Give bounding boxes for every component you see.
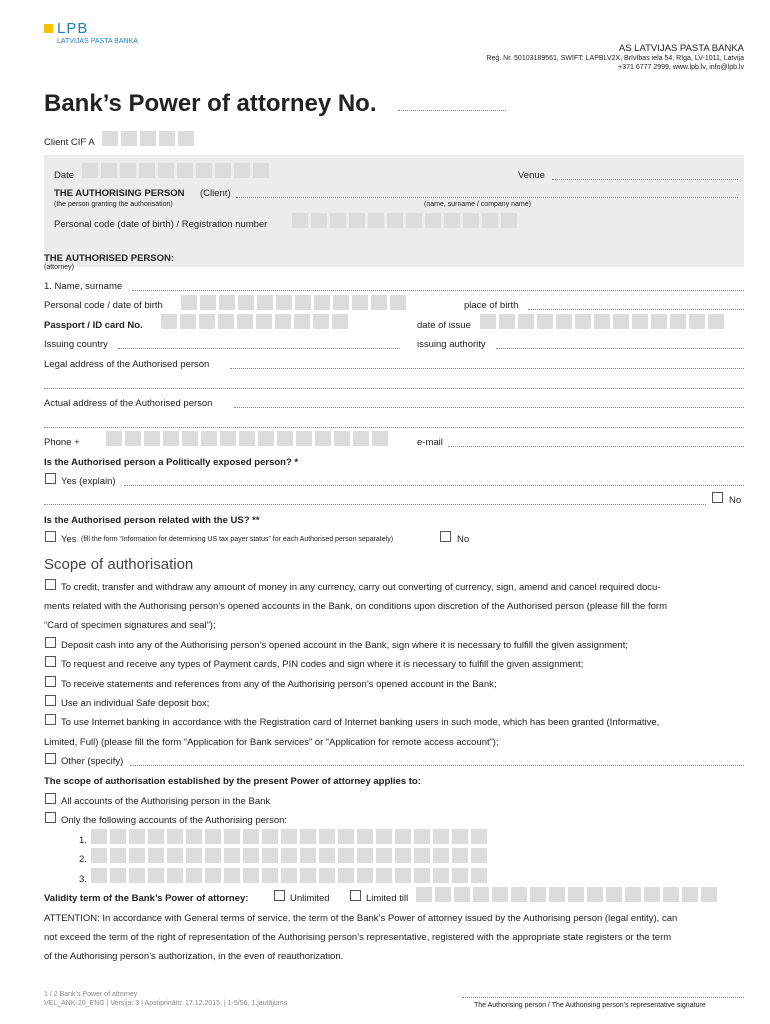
pep-yes-label: Yes (explain) (61, 476, 116, 487)
actual-address-field[interactable] (234, 407, 744, 408)
pep-explain-field[interactable] (124, 485, 744, 486)
date-input[interactable] (82, 163, 272, 178)
logo-square-icon (44, 24, 53, 33)
signature-label: The Authorising person / The Authorising person’s representative signature (474, 1002, 706, 1009)
us-question: Is the Authorised person related with the US? ** (44, 515, 260, 526)
attention-line-1: ATTENTION: In accordance with General terms of service, the term of the Bank’s Power of attorney issued by the Authorising person (legal entity), can (44, 913, 678, 924)
bank-contacts: +371 6777 2999, www.lpb.lv, info@lpb.lv (618, 64, 744, 71)
legal-address-label: Legal address of the Authorised person (44, 359, 210, 370)
attorney-number-field[interactable] (398, 110, 506, 111)
scope-item-3: To request and receive any types of Payment cards, PIN codes and sign where it is necessary to fulfill the given assignment; (61, 659, 584, 670)
registration-number-input[interactable] (292, 213, 520, 228)
us-no-label: No (457, 534, 470, 545)
account-2-label: 2. (79, 854, 87, 865)
scope-item-1b: ments related with the Authorising person’s opened accounts in the Bank, on conditions upon discretion of the Authorised person (please fill the form (44, 601, 667, 612)
authorised-heading: THE AUTHORISED PERSON: (44, 253, 175, 264)
name-hint: (name, surname / company name) (424, 201, 531, 208)
date-of-issue-input[interactable] (480, 314, 727, 329)
us-note: (fill the form “Information for determining US tax payer status” for each Authorised person separately) (81, 536, 394, 543)
scope-item-7: Other (specify) (61, 756, 124, 767)
scope-heading: Scope of authorisation (44, 556, 194, 573)
account-1-input[interactable] (91, 829, 490, 844)
us-yes-checkbox[interactable] (45, 531, 56, 542)
other-specify-field[interactable] (130, 765, 744, 766)
legal-address-field[interactable] (230, 368, 744, 369)
scope-deposit-checkbox[interactable] (45, 637, 56, 648)
account-1-label: 1. (79, 835, 87, 846)
applies-heading: The scope of authorisation established by the present Power of attorney applies to: (44, 776, 421, 787)
issuing-country-label: Issuing country (44, 339, 108, 350)
validity-label: Validity term of the Bank’s Power of attorney: (44, 893, 249, 904)
email-label: e-mail (417, 437, 443, 448)
limited-checkbox[interactable] (350, 890, 361, 901)
scope-item-2: Deposit cash into any of the Authorising person’s opened account in the Bank, sign where it is necessary to fulfill the given assignment; (61, 640, 628, 651)
client-cif-label: Client CIF A (44, 137, 95, 148)
all-accounts-label: All accounts of the Authorising person in the Bank (61, 796, 271, 807)
limited-label: Limited till (366, 893, 409, 904)
bank-name: AS LATVIJAS PASTA BANKA (618, 43, 744, 54)
issuing-authority-label: issuing authority (417, 339, 486, 350)
all-accounts-checkbox[interactable] (45, 793, 56, 804)
scope-credit-checkbox[interactable] (45, 579, 56, 590)
pep-explain-field-2[interactable] (44, 504, 706, 505)
scope-statements-checkbox[interactable] (45, 676, 56, 687)
personal-code-label: Personal code (date of birth) / Registration number (54, 219, 268, 230)
issuing-country-field[interactable] (118, 348, 400, 349)
personal-code-dob-label: Personal code / date of birth (44, 300, 163, 311)
scope-safe-box-checkbox[interactable] (45, 695, 56, 706)
passport-input[interactable] (161, 314, 351, 329)
us-no-checkbox[interactable] (440, 531, 451, 542)
date-label: Date (54, 170, 75, 181)
pep-question: Is the Authorised person a Politically exposed person? * (44, 457, 299, 468)
bank-reg: Reģ. Nr. 50103189561, SWIFT: LAPBLV2X, Brīvības iela 54, Rīga, LV-1011, Latvija (486, 55, 744, 62)
scope-item-1: To credit, transfer and withdraw any amount of money in any currency, carry out converting of currency, sign, amend and cancel required docu- (61, 582, 661, 593)
scope-item-4: To receive statements and references from any of the Authorising person’s opened account in the Bank; (61, 679, 497, 690)
scope-item-6b: Limited, Full) (please fill the form “Application for Bank services” or “Application for remote access account”); (44, 737, 499, 748)
account-2-input[interactable] (91, 848, 490, 863)
client-label: (Client) (200, 188, 231, 199)
account-3-input[interactable] (91, 868, 490, 883)
email-field[interactable] (448, 446, 744, 447)
granting-hint: (the person granting the authorisation) (54, 201, 173, 208)
page-title: Bank’s Power of attorney No. (44, 90, 377, 117)
scope-other-checkbox[interactable] (45, 753, 56, 764)
actual-address-label: Actual address of the Authorised person (44, 398, 213, 409)
actual-address-field-2[interactable] (44, 427, 744, 428)
limited-till-input[interactable] (416, 887, 720, 902)
attorney-hint: (attorney) (44, 264, 74, 271)
logo-name: LATVIJAS PASTA BANKA (57, 38, 138, 45)
legal-address-field-2[interactable] (44, 388, 744, 389)
place-of-birth-field[interactable] (528, 309, 744, 310)
pep-yes-checkbox[interactable] (45, 473, 56, 484)
venue-field[interactable] (552, 179, 738, 180)
client-cif-input[interactable] (102, 131, 197, 146)
pep-no-label: No (729, 495, 742, 506)
unlimited-checkbox[interactable] (274, 890, 285, 901)
place-of-birth-label: place of birth (464, 300, 519, 311)
phone-label: Phone + (44, 437, 80, 448)
unlimited-label: Unlimited (290, 893, 330, 904)
account-3-label: 3. (79, 874, 87, 885)
personal-code-input[interactable] (181, 295, 409, 310)
pep-no-checkbox[interactable] (712, 492, 723, 503)
name-label: 1. Name, surname (44, 281, 123, 292)
scope-internet-banking-checkbox[interactable] (45, 714, 56, 725)
issuing-authority-field[interactable] (496, 348, 744, 349)
signature-field[interactable] (462, 997, 744, 998)
scope-item-1c: “Card of specimen signatures and seal”); (44, 620, 216, 631)
footer-meta: VEL_ANK-20_ENG | Versija: 3 | Apstiprināts: 17.12.2015. | 1-5/56, 1.jautājums (44, 1000, 288, 1007)
venue-label: Venue (518, 170, 545, 181)
passport-label: Passport / ID card No. (44, 320, 143, 331)
scope-item-5: Use an individual Safe deposit box; (61, 698, 210, 709)
attention-line-3: of the Authorising person’s authorization, in the even of reauthorization. (44, 951, 344, 962)
name-field[interactable] (132, 290, 744, 291)
authorising-person-label: THE AUTHORISING PERSON (54, 188, 185, 199)
only-following-checkbox[interactable] (45, 812, 56, 823)
us-yes-label: Yes (61, 534, 77, 545)
only-following-label: Only the following accounts of the Authorising person: (61, 815, 288, 826)
date-of-issue-label: date of issue (417, 320, 471, 331)
scope-cards-checkbox[interactable] (45, 656, 56, 667)
logo-mark: LPB (57, 20, 89, 37)
scope-item-6: To use Internet banking in accordance with the Registration card of Internet banking users in such mode, which has been granted (Informative, (61, 717, 660, 728)
attention-line-2: not exceed the term of the right of representation of the Authorising person’s representative, registered with the appropriate state registers or the term (44, 932, 672, 943)
phone-input[interactable] (106, 431, 391, 446)
footer-page: 1 / 2 Bank’s Power of attorney (44, 991, 138, 998)
authorising-name-field[interactable] (236, 197, 738, 198)
